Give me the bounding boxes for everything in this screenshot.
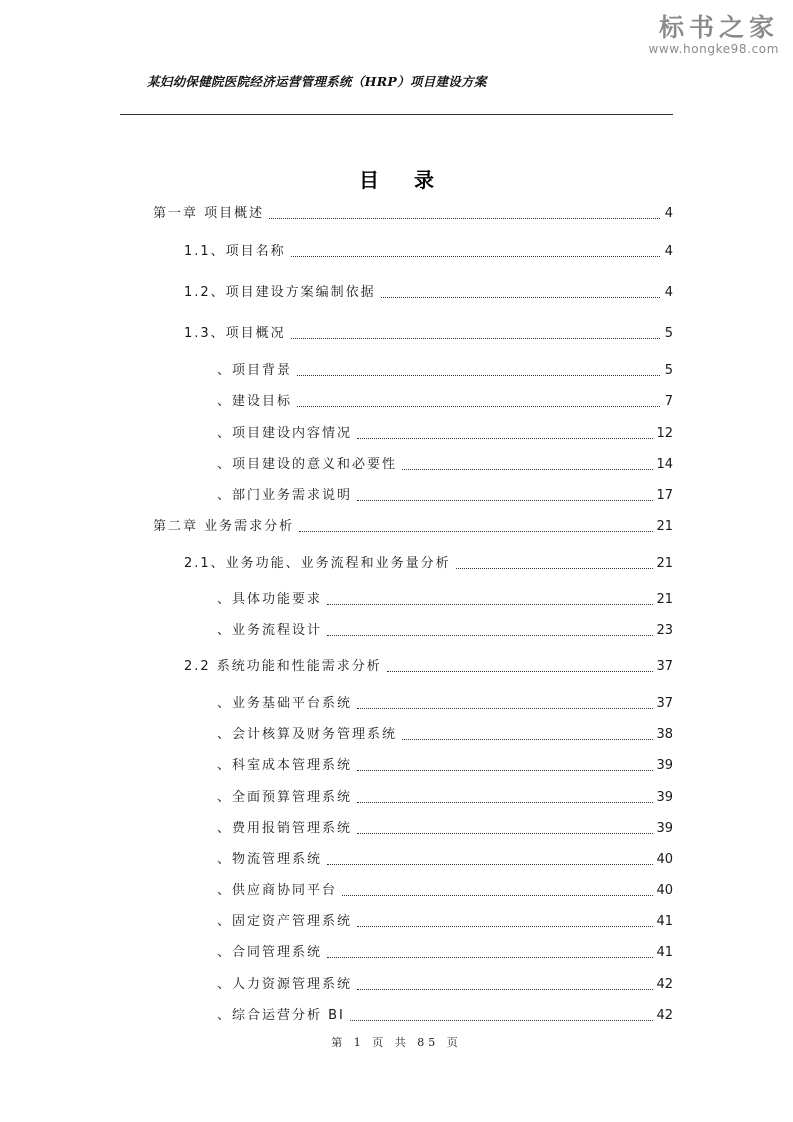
- toc-leader-dots: [357, 500, 653, 501]
- toc-entry[interactable]: [217, 1005, 673, 1027]
- watermark-logo: [639, 14, 779, 56]
- toc-leader-dots: [387, 671, 654, 672]
- toc-entry-label: 、项目背景: [217, 363, 293, 378]
- toc-entry-label: 、供应商协同平台: [217, 883, 338, 898]
- toc-entry[interactable]: [153, 203, 673, 225]
- toc-entry-page: 21: [656, 592, 673, 607]
- toc-entry[interactable]: [217, 787, 673, 809]
- toc-entry[interactable]: [217, 818, 673, 840]
- toc-entry-label: 、业务流程设计: [217, 623, 323, 638]
- toc-entry-label: 2.2 系统功能和性能需求分析: [184, 659, 382, 674]
- toc-entry[interactable]: [217, 454, 673, 476]
- toc-entry-label: 、建设目标: [217, 394, 293, 409]
- toc-entry-label: 、费用报销管理系统: [217, 821, 353, 836]
- toc-leader-dots: [357, 770, 653, 771]
- toc-entry[interactable]: [217, 755, 673, 777]
- toc-entry-page: 41: [656, 945, 673, 960]
- toc-entry-page: 41: [656, 914, 673, 929]
- toc-entry[interactable]: [184, 282, 673, 304]
- toc-entry-page: 21: [656, 519, 673, 534]
- toc-entry-page: 4: [664, 244, 673, 259]
- toc-leader-dots: [357, 802, 653, 803]
- toc-entry[interactable]: [217, 485, 673, 507]
- toc-entry-label: 、综合运营分析 BI: [217, 1008, 345, 1023]
- toc-entry[interactable]: [217, 360, 673, 382]
- toc-leader-dots: [327, 635, 653, 636]
- toc-leader-dots: [297, 375, 660, 376]
- toc-entry-page: 17: [656, 488, 673, 503]
- toc-entry[interactable]: [217, 620, 673, 642]
- toc-entry-label: 、合同管理系统: [217, 945, 323, 960]
- toc-entry-label: 、全面预算管理系统: [217, 790, 353, 805]
- toc-entry-label: 、具体功能要求: [217, 592, 323, 607]
- toc-leader-dots: [327, 957, 653, 958]
- toc-entry-page: 37: [656, 696, 673, 711]
- toc-entry-page: 39: [656, 790, 673, 805]
- toc-entry-page: 14: [656, 457, 673, 472]
- toc-entry[interactable]: [217, 911, 673, 933]
- toc-leader-dots: [381, 297, 660, 298]
- toc-leader-dots: [297, 406, 660, 407]
- toc-entry-page: 21: [656, 556, 673, 571]
- toc-title: 目 录: [359, 168, 448, 192]
- toc-entry-label: 、物流管理系统: [217, 852, 323, 867]
- toc-entry-label: 1.3、项目概况: [184, 326, 286, 341]
- toc-entry[interactable]: [217, 880, 673, 902]
- toc-entry-page: 39: [656, 821, 673, 836]
- toc-entry-page: 12: [656, 426, 673, 441]
- toc-entry-page: 23: [656, 623, 673, 638]
- document-header: 某妇幼保健院医院经济运营管理系统（HRP）项目建设方案: [147, 74, 487, 89]
- toc-entry-label: 、固定资产管理系统: [217, 914, 353, 929]
- toc-entry-page: 39: [656, 758, 673, 773]
- toc-leader-dots: [357, 926, 653, 927]
- toc-entry-label: 、部门业务需求说明: [217, 488, 353, 503]
- toc-leader-dots: [327, 864, 653, 865]
- toc-entry[interactable]: [217, 423, 673, 445]
- toc-entry-label: 、业务基础平台系统: [217, 696, 353, 711]
- toc-entry[interactable]: [217, 849, 673, 871]
- toc-entry[interactable]: [217, 589, 673, 611]
- toc-entry-page: 4: [664, 285, 673, 300]
- toc-leader-dots: [402, 469, 653, 470]
- toc-entry-page: 7: [664, 394, 673, 409]
- toc-entry-page: 40: [656, 883, 673, 898]
- toc-leader-dots: [357, 438, 653, 439]
- toc-entry[interactable]: [184, 656, 673, 678]
- toc-entry-page: 42: [656, 1008, 673, 1023]
- toc-entry-label: 2.1、业务功能、业务流程和业务量分析: [184, 556, 451, 571]
- toc-entry[interactable]: [217, 693, 673, 715]
- toc-leader-dots: [350, 1020, 654, 1021]
- toc-entry-page: 4: [664, 206, 673, 221]
- toc-entry[interactable]: [184, 241, 673, 263]
- toc-entry-label: 第二章 业务需求分析: [153, 519, 295, 534]
- toc-entry[interactable]: [217, 974, 673, 996]
- toc-entry-label: 、项目建设的意义和必要性: [217, 457, 398, 472]
- toc-leader-dots: [269, 218, 660, 219]
- toc-entry-page: 37: [656, 659, 673, 674]
- toc-leader-dots: [357, 833, 653, 834]
- watermark-url: www.hongke98.com: [648, 42, 779, 56]
- toc-entry-label: 、项目建设内容情况: [217, 426, 353, 441]
- toc-leader-dots: [299, 531, 653, 532]
- toc-entry-label: 1.2、项目建设方案编制依据: [184, 285, 376, 300]
- toc-entry[interactable]: [217, 942, 673, 964]
- toc-entry[interactable]: [184, 323, 673, 345]
- toc-leader-dots: [342, 895, 653, 896]
- toc-entry-page: 42: [656, 977, 673, 992]
- toc-entry-page: 38: [656, 727, 673, 742]
- toc-leader-dots: [291, 338, 660, 339]
- toc-entry[interactable]: [153, 516, 673, 538]
- toc-leader-dots: [456, 568, 654, 569]
- toc-entry[interactable]: [217, 391, 673, 413]
- toc-entry-label: 第一章 项目概述: [153, 206, 265, 221]
- toc-leader-dots: [327, 604, 653, 605]
- toc-entry-label: 、科室成本管理系统: [217, 758, 353, 773]
- toc-entry-page: 5: [664, 326, 673, 341]
- header-rule: [120, 114, 673, 115]
- toc-entry-page: 40: [656, 852, 673, 867]
- toc-entry-label: 、会计核算及财务管理系统: [217, 727, 398, 742]
- toc-leader-dots: [291, 256, 660, 257]
- page-footer: 第 1 页 共 85 页: [331, 1036, 462, 1049]
- toc-entry[interactable]: [184, 553, 673, 575]
- watermark-logo-text: 标书之家: [658, 13, 779, 42]
- toc-entry[interactable]: [217, 724, 673, 746]
- toc-entry-label: 、人力资源管理系统: [217, 977, 353, 992]
- toc-entry-label: 1.1、项目名称: [184, 244, 286, 259]
- toc-leader-dots: [357, 989, 653, 990]
- toc-leader-dots: [402, 739, 653, 740]
- toc-leader-dots: [357, 708, 653, 709]
- toc-entry-page: 5: [664, 363, 673, 378]
